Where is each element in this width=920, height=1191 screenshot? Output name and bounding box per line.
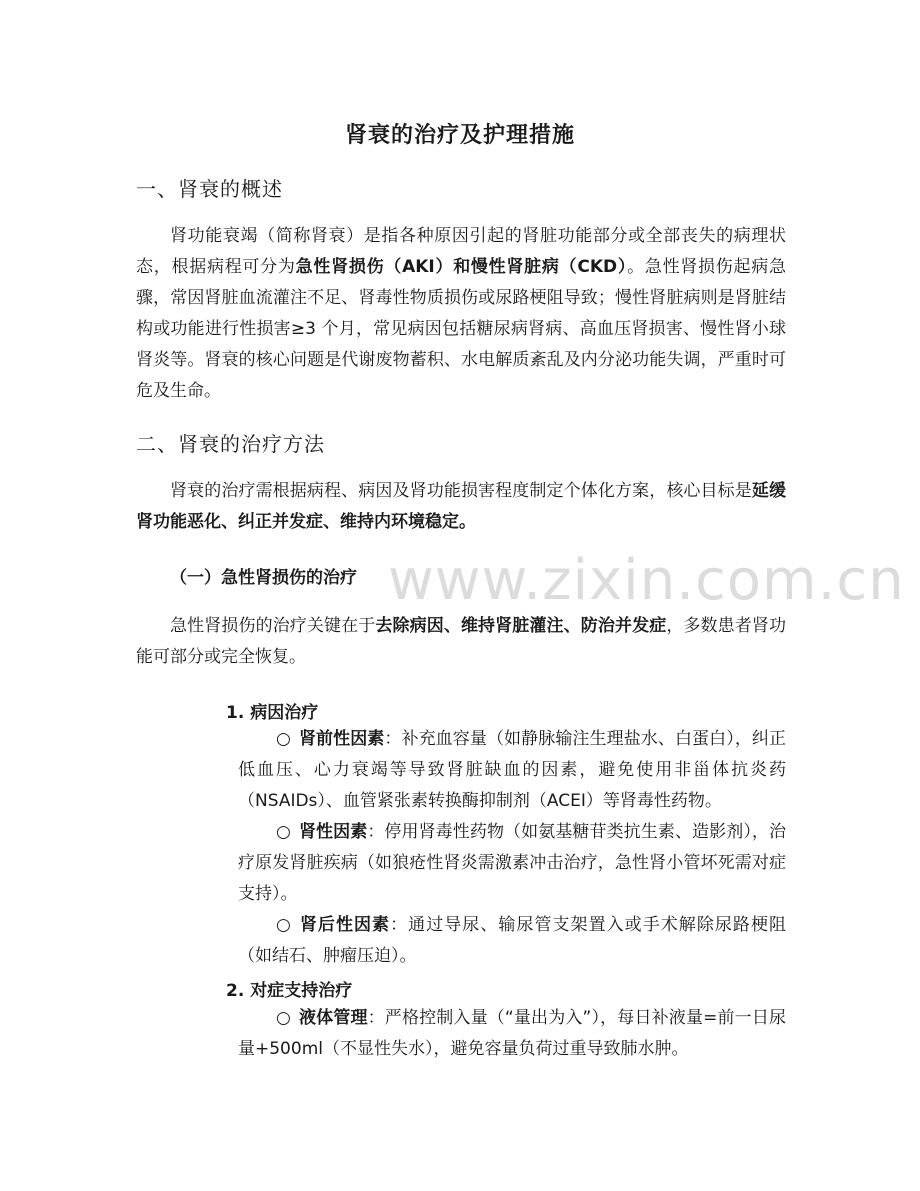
aki-intro-text-2: ，多数患者肾功能可部分或完全恢复。 xyxy=(136,616,787,667)
section-heading-treatment: 二、肾衰的治疗方法 xyxy=(136,432,325,456)
treatment-intro-paragraph xyxy=(136,476,786,538)
overview-text-1: 肾功能衰竭（简称肾衰）是指各种原因引起的肾脏功能部分或全部丧失的病理状态，根据病程可分为 xyxy=(136,226,786,277)
treatment-intro-text: 肾衰的治疗需根据病程、病因及肾功能损害程度制定个体化方案，核心目标是 xyxy=(170,481,752,501)
section-heading-overview: 一、肾衰的概述 xyxy=(136,177,283,201)
bullet-postrenal xyxy=(238,910,786,972)
bullet-term: 肾前性因素 xyxy=(298,729,385,749)
overview-bold-1: 急性肾损伤（AKI）和慢性肾脏病（CKD） xyxy=(295,257,628,277)
bullet-circle-icon: ○ xyxy=(276,729,291,749)
aki-intro-text-1: 急性肾损伤的治疗关键在于 xyxy=(170,616,376,636)
bullet-fluid-management xyxy=(238,1003,786,1065)
bullet-text: ：严格控制入量（“量出为入”），每日补液量=前一日尿量+500ml（不显性失水），避免容量负荷过重导致肺水肿。 xyxy=(238,1008,786,1059)
bullet-text: ：补充血容量（如静脉输注生理盐水、白蛋白），纠正低血压、心力衰竭等导致肾脏缺血的因素，避免使用非甾体抗炎药（NSAIDs）、血管紧张素转换酶抑制剂（ACEI）等肾毒性药物。 xyxy=(238,729,787,811)
bullet-term: 肾后性因素 xyxy=(299,915,391,935)
bullet-text: ：通过导尿、输尿管支架置入或手术解除尿路梗阻（如结石、肿瘤压迫）。 xyxy=(238,915,787,966)
document-title: 肾衰的治疗及护理措施 xyxy=(344,123,575,148)
overview-paragraph xyxy=(136,221,786,407)
bullet-circle-icon: ○ xyxy=(276,915,292,935)
bullet-circle-icon: ○ xyxy=(276,1008,291,1028)
bullet-prerenal xyxy=(238,724,786,817)
overview-text-2: 。急性肾损伤起病急骤，常因肾脏血流灌注不足、肾毒性物质损伤或尿路梗阻导致；慢性肾脏病则是肾脏结构或功能进行性损害≥3 个月，常见病因包括糖尿病肾病、高血压肾损害、慢性肾小球肾炎等。肾衰的核心问题是代谢废物蓄积、水电解质紊乱及内分泌功能失调，严重时可危及生命。 xyxy=(136,257,787,401)
bullet-term: 肾性因素 xyxy=(298,822,368,842)
list-item-etiology: 1. 病因治疗 xyxy=(226,703,319,723)
subsection-heading-aki: （一）急性肾损伤的治疗 xyxy=(170,568,357,588)
treatment-intro-bold: 延缓肾功能恶化、纠正并发症、维持内环境稳定。 xyxy=(136,481,787,532)
watermark: www.zixin.com.cn xyxy=(388,548,905,613)
aki-intro-bold: 去除病因、维持肾脏灌注、防治并发症 xyxy=(375,616,667,636)
bullet-text: ：停用肾毒性药物（如氨基糖苷类抗生素、造影剂），治疗原发肾脏疾病（如狼疮性肾炎需激素冲击治疗，急性肾小管坏死需对症支持）。 xyxy=(238,822,787,904)
aki-intro-paragraph xyxy=(136,611,786,673)
bullet-term: 液体管理 xyxy=(299,1008,368,1028)
list-item-supportive: 2. 对症支持治疗 xyxy=(226,981,353,1001)
bullet-renal xyxy=(238,817,786,910)
bullet-circle-icon: ○ xyxy=(276,822,291,842)
